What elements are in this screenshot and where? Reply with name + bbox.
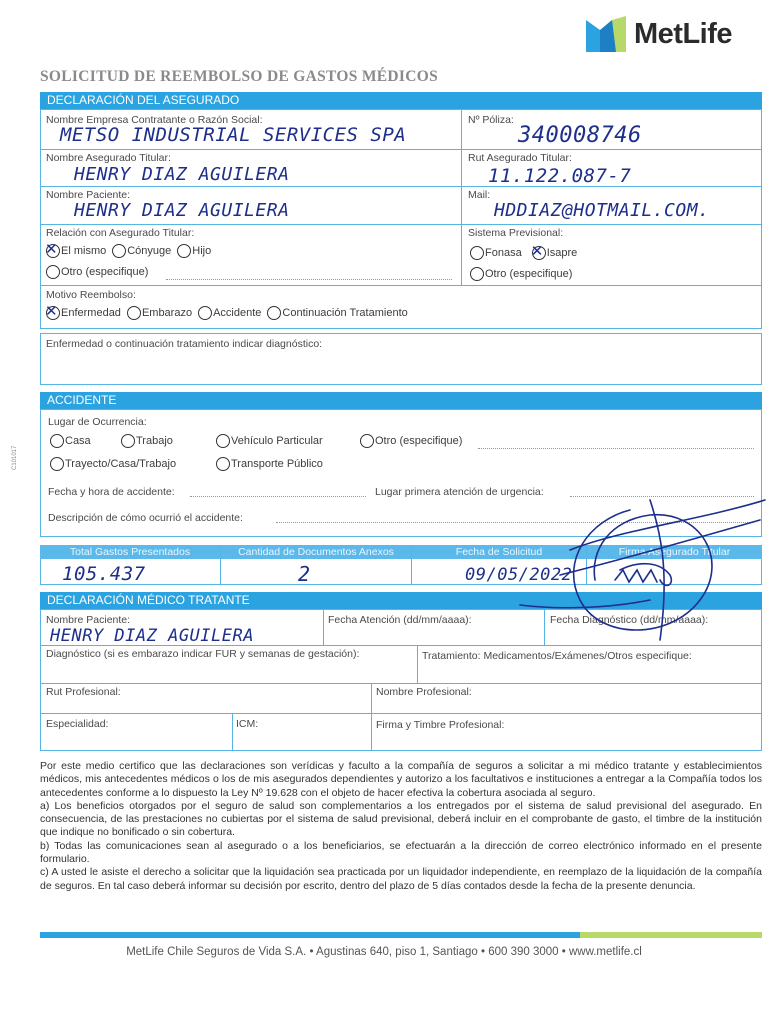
circle-icon	[50, 434, 64, 448]
medico-paciente-value[interactable]: HENRY DIAZ AGUILERA	[50, 626, 254, 646]
medico-paciente-label: Nombre Paciente:	[46, 614, 131, 626]
motivo-label: Motivo Reembolso:	[46, 289, 136, 301]
rut-profesional-label: Rut Profesional:	[46, 686, 121, 698]
relacion-label: Relación con Asegurado Titular:	[46, 227, 195, 239]
mail-value[interactable]: HDDIAZ@HOTMAIL.COM.	[494, 200, 710, 221]
lugar-otro[interactable]: Otro (especifique)	[360, 434, 462, 453]
sistema-fonasa[interactable]: Fonasa	[470, 246, 522, 260]
sistema-otro[interactable]: Otro (especifique)	[470, 267, 572, 286]
medico-diagnostico-label: Diagnóstico (si es embarazo indicar FUR y semanas de gestación):	[46, 648, 360, 660]
relacion-options	[46, 244, 211, 258]
document-title: SOLICITUD DE REEMBOLSO DE GASTOS MÉDICOS	[40, 68, 439, 85]
checked-circle-icon	[532, 246, 546, 260]
nombre-profesional-label: Nombre Profesional:	[376, 686, 472, 698]
circle-icon	[112, 244, 126, 258]
legal-paragraph: c) A usted le asiste el derecho a solicitar que la liquidación sea practicada por un liquidador independiente, en reemplazo de la liquidación de la compañía de seguros. En tal caso deberá informar su decisión por escrito, dentro del plazo de 5 días contados desde la fecha de la presente denuncia.	[40, 866, 762, 892]
fecha-solicitud-value[interactable]: 09/05/2022	[465, 565, 573, 585]
total-gastos-header: Total Gastos Presentados	[40, 545, 220, 559]
circle-icon	[216, 434, 230, 448]
lugar-vehiculo[interactable]: Vehículo Particular	[216, 434, 323, 453]
circle-icon	[470, 267, 484, 281]
titular-value[interactable]: HENRY DIAZ AGUILERA	[74, 164, 290, 185]
footer-bar-blue	[40, 932, 580, 938]
empresa-value[interactable]: METSO INDUSTRIAL SERVICES SPA	[60, 124, 407, 146]
lugar-atencion-label: Lugar primera atención de urgencia:	[375, 486, 544, 498]
sistema-label: Sistema Previsional:	[468, 227, 564, 239]
accidente-header: ACCIDENTE	[40, 392, 762, 409]
descripcion-label: Descripción de cómo ocurrió el accidente:	[48, 512, 243, 524]
motivo-embarazo[interactable]: Embarazo	[127, 306, 192, 320]
lugar-trabajo[interactable]: Trabajo	[121, 434, 173, 453]
circle-icon	[216, 457, 230, 471]
rut-titular-label: Rut Asegurado Titular:	[468, 152, 572, 164]
icm-label: ICM:	[236, 718, 259, 730]
circle-icon	[177, 244, 191, 258]
lugar-label: Lugar de Ocurrencia:	[48, 416, 147, 428]
mail-label: Mail:	[468, 189, 491, 201]
relacion-hijo[interactable]: Hijo	[177, 244, 211, 258]
relacion-conyuge[interactable]: Cónyuge	[112, 244, 171, 258]
circle-icon	[198, 306, 212, 320]
cantidad-docs-header: Cantidad de Documentos Anexos	[221, 545, 411, 559]
brand-name: MetLife	[634, 18, 732, 50]
empresa-label: Nombre Empresa Contratante o Razón Social:	[46, 114, 263, 126]
signature-scribble-icon	[500, 490, 768, 650]
motivo-accidente[interactable]: Accidente	[198, 306, 261, 320]
asegurado-header: DECLARACIÓN DEL ASEGURADO	[40, 92, 762, 109]
side-code: C101017	[12, 445, 18, 470]
circle-icon	[470, 246, 484, 260]
cantidad-docs-value[interactable]: 2	[298, 562, 311, 586]
legal-paragraph: Por este medio certifico que las declaraciones son verídicas y faculto a la compañía de seguros a solicitar a mi médico tratante y establecimientos médicos, mis antecedentes médicos o los de mis asegurados dependientes y autorizo a los facultativos e instituciones a entregar a la Compañía todos los antecedentes conforme a lo dispuesto la Ley Nº 19.628 con el objeto de hacer efectiva la cobertura asociada al seguro.	[40, 760, 762, 799]
tratamiento-label: Tratamiento: Medicamentos/Exámenes/Otros especifique:	[422, 650, 692, 662]
diagnostico-label: Enfermedad o continuación tratamiento indicar diagnóstico:	[46, 338, 323, 350]
titular-label: Nombre Asegurado Titular:	[46, 152, 171, 164]
sistema-isapre[interactable]: ✕ Isapre	[532, 246, 578, 260]
firma-timbre-label: Firma y Timbre Profesional:	[376, 719, 505, 731]
sistema-options	[470, 246, 577, 260]
motivo-options	[46, 306, 408, 320]
circle-icon	[267, 306, 281, 320]
lugar-transporte[interactable]: Transporte Público	[216, 457, 323, 476]
footer-bar-green	[580, 932, 762, 938]
circle-icon	[46, 265, 60, 279]
rut-titular-value[interactable]: 11.122.087-7	[488, 165, 632, 187]
medico-header: DECLARACIÓN MÉDICO TRATANTE	[40, 592, 762, 609]
circle-icon	[360, 434, 374, 448]
fecha-accidente-field[interactable]	[190, 496, 366, 497]
poliza-label: Nº Póliza:	[468, 114, 514, 126]
fecha-accidente-label: Fecha y hora de accidente:	[48, 486, 175, 498]
fecha-diagnostico-label: Fecha Diagnóstico (dd/mm/aaaa):	[550, 614, 709, 626]
paciente-value[interactable]: HENRY DIAZ AGUILERA	[74, 200, 290, 221]
lugar-casa[interactable]: Casa	[50, 434, 91, 453]
firma-titular-header: Firma Asegurado Titular	[587, 545, 762, 559]
footer-address: MetLife Chile Seguros de Vida S.A. • Agustinas 640, piso 1, Santiago • 600 390 3000 • www.metlife.cl	[126, 946, 642, 958]
relacion-mismo[interactable]: ✕ El mismo	[46, 244, 106, 258]
metlife-logo-icon	[586, 16, 626, 52]
fecha-atencion-label: Fecha Atención (dd/mm/aaaa):	[328, 614, 472, 626]
total-gastos-value[interactable]: 105.437	[62, 563, 146, 585]
motivo-continuacion[interactable]: Continuación Tratamiento	[267, 306, 407, 320]
checked-circle-icon	[46, 306, 60, 320]
circle-icon	[50, 457, 64, 471]
paciente-label: Nombre Paciente:	[46, 189, 131, 201]
relacion-otro[interactable]: Otro (especifique)	[46, 265, 148, 284]
checked-circle-icon	[46, 244, 60, 258]
motivo-enfermedad[interactable]: ✕ Enfermedad	[46, 306, 121, 320]
legal-text	[40, 760, 762, 893]
legal-paragraph: b) Todas las comunicaciones sean al asegurado o a los beneficiarios, se efectuarán a la dirección de correo electrónico informado en el presente formulario.	[40, 839, 762, 866]
lugar-trayecto[interactable]: Trayecto/Casa/Trabajo	[50, 457, 176, 476]
poliza-value[interactable]: 340008746	[518, 123, 642, 148]
legal-paragraph: a) Los beneficios otorgados por el seguro de salud son complementarios a los entregados por el sistema de salud previsional del asegurado. En consecuencia, de las prestaciones no cubiertas por el sistema de salud previsional, deberá incluir en el comprobante de gasto, el timbre de la institución que indique no bonificado o sin cobertura.	[40, 799, 762, 839]
especialidad-label: Especialidad:	[46, 718, 109, 730]
fecha-solicitud-header: Fecha de Solicitud	[412, 545, 586, 559]
circle-icon	[121, 434, 135, 448]
circle-icon	[127, 306, 141, 320]
